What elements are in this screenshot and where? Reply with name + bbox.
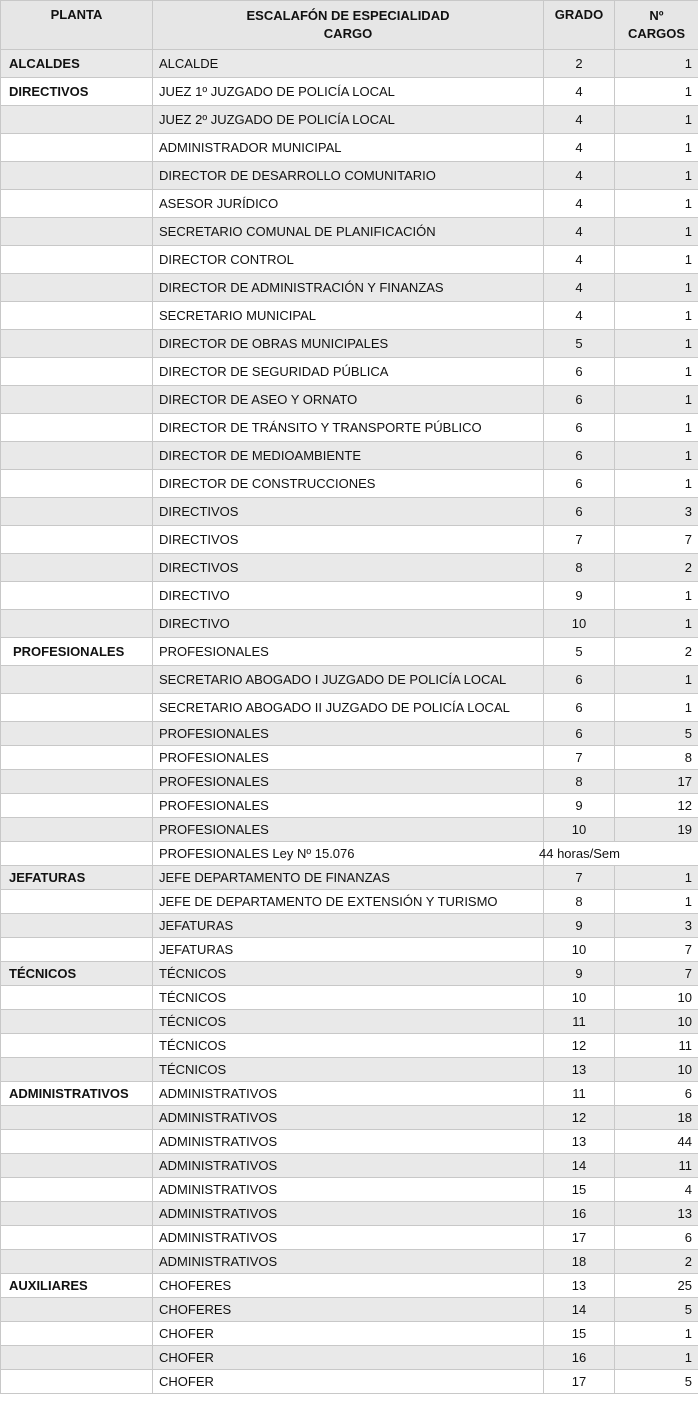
n-cargos-cell: 1 (615, 162, 698, 190)
table-row (1, 498, 698, 526)
cargo-cell: DIRECTOR DE SEGURIDAD PÚBLICA (153, 358, 544, 386)
table-row (1, 218, 698, 246)
grado-cell: 4 (544, 106, 615, 134)
cargo-cell: JEFE DEPARTAMENTO DE FINANZAS (153, 866, 544, 890)
cargo-cell: PROFESIONALES (153, 746, 544, 770)
n-cargos-cell: 2 (615, 1250, 698, 1274)
table-row (1, 162, 698, 190)
cargo-cell: DIRECTOR DE MEDIOAMBIENTE (153, 442, 544, 470)
cargo-cell: DIRECTOR DE OBRAS MUNICIPALES (153, 330, 544, 358)
n-cargos-cell: 1 (615, 666, 698, 694)
grado-cell: 18 (544, 1250, 615, 1274)
planta-cell (1, 330, 153, 358)
table-row (1, 938, 698, 962)
n-cargos-cell: 1 (615, 470, 698, 498)
table-row (1, 1154, 698, 1178)
table-row (1, 330, 698, 358)
table-row (1, 694, 698, 722)
n-cargos-cell: 1 (615, 442, 698, 470)
planta-cell (1, 470, 153, 498)
grado-cell: 4 (544, 302, 615, 330)
grado-cell: 4 (544, 78, 615, 106)
table-row (1, 1298, 698, 1322)
table-row (1, 358, 698, 386)
table-row (1, 78, 698, 106)
n-cargos-cell: 8 (615, 746, 698, 770)
n-cargos-cell: 11 (615, 1154, 698, 1178)
planta-cell (1, 526, 153, 554)
planta-cell (1, 938, 153, 962)
grado-cell: 5 (544, 638, 615, 666)
planta-cell (1, 842, 153, 866)
table-row (1, 1274, 698, 1298)
n-cargos-cell: 12 (615, 794, 698, 818)
cargo-cell: SECRETARIO ABOGADO II JUZGADO DE POLICÍA LOCAL (153, 694, 544, 722)
table-row (1, 770, 698, 794)
planta-cell (1, 386, 153, 414)
cargo-cell: ADMINISTRATIVOS (153, 1202, 544, 1226)
table-row (1, 666, 698, 694)
cargo-cell: DIRECTIVOS (153, 526, 544, 554)
n-cargos-cell: 3 (615, 914, 698, 938)
grado-cell: 6 (544, 498, 615, 526)
n-cargos-cell: 1 (615, 386, 698, 414)
grado-cell: 10 (544, 938, 615, 962)
grado-cell: 9 (544, 794, 615, 818)
cargo-cell: SECRETARIO COMUNAL DE PLANIFICACIÓN (153, 218, 544, 246)
grado-cell: 10 (544, 818, 615, 842)
planta-cell (1, 1178, 153, 1202)
table-row (1, 866, 698, 890)
grado-cell: 13 (544, 1274, 615, 1298)
planta-cell (1, 1034, 153, 1058)
grado-cell: 6 (544, 358, 615, 386)
table-header-row (1, 1, 698, 50)
cargo-cell: TÉCNICOS (153, 986, 544, 1010)
n-cargos-cell: 7 (615, 526, 698, 554)
planta-cell (1, 1250, 153, 1274)
cargo-cell: ADMINISTRATIVOS (153, 1082, 544, 1106)
grado-cell: 4 (544, 218, 615, 246)
cargo-cell: DIRECTIVOS (153, 554, 544, 582)
planta-cell: AUXILIARES (1, 1274, 153, 1298)
grado-cell: 4 (544, 162, 615, 190)
n-cargos-cell: 1 (615, 302, 698, 330)
grado-cell: 10 (544, 986, 615, 1010)
planta-cell: TÉCNICOS (1, 962, 153, 986)
table-row (1, 1106, 698, 1130)
cargo-cell: SECRETARIO ABOGADO I JUZGADO DE POLICÍA LOCAL (153, 666, 544, 694)
planta-cell (1, 134, 153, 162)
cargo-cell: ADMINISTRATIVOS (153, 1226, 544, 1250)
n-cargos-cell: 10 (615, 1058, 698, 1082)
grado-cell: 9 (544, 914, 615, 938)
planta-cell (1, 1130, 153, 1154)
cargo-cell: DIRECTIVOS (153, 498, 544, 526)
cargo-cell: DIRECTOR DE TRÁNSITO Y TRANSPORTE PÚBLICO (153, 414, 544, 442)
grado-cell: 4 (544, 134, 615, 162)
table-row (1, 1082, 698, 1106)
table-body (1, 50, 698, 1394)
cargo-cell: ADMINISTRATIVOS (153, 1154, 544, 1178)
grado-cell: 16 (544, 1346, 615, 1370)
cargo-cell: ADMINISTRADOR MUNICIPAL (153, 134, 544, 162)
planta-cell (1, 106, 153, 134)
grado-cell: 6 (544, 694, 615, 722)
cargo-cell: ADMINISTRATIVOS (153, 1178, 544, 1202)
header-n-line1: Nº (649, 8, 664, 23)
header-planta (1, 1, 153, 50)
n-cargos-cell: 1 (615, 218, 698, 246)
planta-cell (1, 818, 153, 842)
table-row (1, 106, 698, 134)
table-row (1, 414, 698, 442)
cargo-cell: CHOFERES (153, 1298, 544, 1322)
cargo-cell: ADMINISTRATIVOS (153, 1106, 544, 1130)
n-cargos-cell: 7 (615, 938, 698, 962)
grado-cell: 17 (544, 1370, 615, 1394)
planta-cell (1, 1058, 153, 1082)
n-cargos-cell: 5 (615, 722, 698, 746)
planta-cell (1, 554, 153, 582)
grado-cell: 13 (544, 1058, 615, 1082)
n-cargos-cell: 4 (615, 1178, 698, 1202)
n-cargos-cell: 1 (615, 246, 698, 274)
planta-cell: ADMINISTRATIVOS (1, 1082, 153, 1106)
n-cargos-cell: 1 (615, 1346, 698, 1370)
cargo-cell: PROFESIONALES (153, 794, 544, 818)
table-row (1, 1034, 698, 1058)
table-row (1, 1346, 698, 1370)
table-row (1, 962, 698, 986)
table-row (1, 1370, 698, 1394)
planta-cell (1, 666, 153, 694)
cargo-cell: CHOFER (153, 1322, 544, 1346)
planta-cell (1, 694, 153, 722)
cargo-cell: DIRECTOR DE DESARROLLO COMUNITARIO (153, 162, 544, 190)
table-row (1, 610, 698, 638)
planta-cell (1, 358, 153, 386)
table-row (1, 1058, 698, 1082)
n-cargos-cell: 1 (615, 866, 698, 890)
cargo-cell: JEFATURAS (153, 914, 544, 938)
planta-cell (1, 1322, 153, 1346)
planta-cell: PROFESIONALES (1, 638, 153, 666)
planta-cell (1, 794, 153, 818)
planta-cell (1, 1298, 153, 1322)
n-cargos-cell: 1 (615, 190, 698, 218)
planta-cell (1, 218, 153, 246)
planta-cell (1, 274, 153, 302)
planta-cell (1, 770, 153, 794)
grado-cell: 17 (544, 1226, 615, 1250)
grado-cell: 8 (544, 770, 615, 794)
n-cargos-cell: 18 (615, 1106, 698, 1130)
planta-cell (1, 746, 153, 770)
table-row (1, 50, 698, 78)
grado-cell: 6 (544, 442, 615, 470)
n-cargos-cell: 3 (615, 498, 698, 526)
planta-cell: DIRECTIVOS (1, 78, 153, 106)
grado-cell: 4 (544, 274, 615, 302)
planta-cell (1, 442, 153, 470)
grado-cell: 6 (544, 414, 615, 442)
n-cargos-cell: 1 (615, 50, 698, 78)
planta-cell (1, 1106, 153, 1130)
table-row (1, 794, 698, 818)
cargo-cell: DIRECTOR DE ADMINISTRACIÓN Y FINANZAS (153, 274, 544, 302)
grado-cell: 11 (544, 1082, 615, 1106)
table-row (1, 842, 698, 866)
n-cargos-cell: 11 (615, 1034, 698, 1058)
n-cargos-cell: 1 (615, 134, 698, 162)
table-row (1, 1250, 698, 1274)
grado-cell: 8 (544, 554, 615, 582)
planta-cell (1, 890, 153, 914)
n-cargos-cell: 5 (615, 1370, 698, 1394)
planta-cell (1, 1202, 153, 1226)
header-planta-label: PLANTA (50, 7, 103, 22)
n-cargos-cell: 7 (615, 962, 698, 986)
planta-cell (1, 1370, 153, 1394)
grado-cell: 44 horas/Sem (544, 842, 698, 866)
n-cargos-cell: 1 (615, 274, 698, 302)
n-cargos-cell: 1 (615, 694, 698, 722)
table-row (1, 526, 698, 554)
header-n-line2: CARGOS (627, 26, 686, 41)
n-cargos-cell: 1 (615, 106, 698, 134)
grado-cell: 5 (544, 330, 615, 358)
grado-cell: 11 (544, 1010, 615, 1034)
n-cargos-cell: 6 (615, 1226, 698, 1250)
planta-cell (1, 246, 153, 274)
grado-cell: 9 (544, 962, 615, 986)
n-cargos-cell: 1 (615, 358, 698, 386)
cargo-cell: PROFESIONALES (153, 722, 544, 746)
n-cargos-cell: 2 (615, 638, 698, 666)
planta-cell: JEFATURAS (1, 866, 153, 890)
n-cargos-cell: 1 (615, 414, 698, 442)
table-row (1, 722, 698, 746)
cargo-cell: SECRETARIO MUNICIPAL (153, 302, 544, 330)
table-row (1, 386, 698, 414)
table-row (1, 274, 698, 302)
header-n-cargos (615, 1, 698, 50)
n-cargos-cell: 19 (615, 818, 698, 842)
n-cargos-cell: 2 (615, 554, 698, 582)
n-cargos-cell: 1 (615, 1322, 698, 1346)
planta-cell (1, 1010, 153, 1034)
cargo-cell: CHOFERES (153, 1274, 544, 1298)
planta-cell (1, 722, 153, 746)
grado-cell: 16 (544, 1202, 615, 1226)
planta-cell: ALCALDES (1, 50, 153, 78)
grado-cell: 6 (544, 666, 615, 694)
cargo-cell: TÉCNICOS (153, 1010, 544, 1034)
planta-cell (1, 1154, 153, 1178)
planta-cell (1, 1226, 153, 1250)
n-cargos-cell: 44 (615, 1130, 698, 1154)
table-row (1, 914, 698, 938)
table-row (1, 554, 698, 582)
table-row (1, 246, 698, 274)
cargo-cell: TÉCNICOS (153, 1034, 544, 1058)
n-cargos-cell: 6 (615, 1082, 698, 1106)
grado-cell: 14 (544, 1154, 615, 1178)
cargo-cell: PROFESIONALES (153, 638, 544, 666)
grado-cell: 12 (544, 1034, 615, 1058)
cargo-cell: JEFE DE DEPARTAMENTO DE EXTENSIÓN Y TURISMO (153, 890, 544, 914)
table-row (1, 302, 698, 330)
grado-cell: 6 (544, 386, 615, 414)
header-cargo-line2: CARGO (323, 26, 373, 41)
grado-cell: 13 (544, 1130, 615, 1154)
cargo-cell: DIRECTOR CONTROL (153, 246, 544, 274)
grado-cell: 6 (544, 722, 615, 746)
planta-cell (1, 302, 153, 330)
n-cargos-cell: 10 (615, 986, 698, 1010)
cargo-cell: DIRECTOR DE CONSTRUCCIONES (153, 470, 544, 498)
table-row (1, 582, 698, 610)
grado-cell: 7 (544, 746, 615, 770)
table-row (1, 890, 698, 914)
table-row (1, 818, 698, 842)
cargo-cell: DIRECTIVO (153, 610, 544, 638)
n-cargos-cell: 1 (615, 78, 698, 106)
table-row (1, 470, 698, 498)
cargo-cell: DIRECTIVO (153, 582, 544, 610)
grado-cell: 10 (544, 610, 615, 638)
cargo-cell: JUEZ 1º JUZGADO DE POLICÍA LOCAL (153, 78, 544, 106)
table-row (1, 1322, 698, 1346)
grado-cell: 4 (544, 190, 615, 218)
planta-cell (1, 914, 153, 938)
planta-cell (1, 190, 153, 218)
cargo-cell: CHOFER (153, 1346, 544, 1370)
cargo-cell: ALCALDE (153, 50, 544, 78)
table-row (1, 746, 698, 770)
grado-cell: 9 (544, 582, 615, 610)
header-cargo-line1: ESCALAFÓN DE ESPECIALIDAD (246, 8, 450, 23)
n-cargos-cell: 1 (615, 890, 698, 914)
table-row (1, 134, 698, 162)
table-row (1, 442, 698, 470)
cargo-cell: TÉCNICOS (153, 962, 544, 986)
cargo-cell: DIRECTOR DE ASEO Y ORNATO (153, 386, 544, 414)
n-cargos-cell: 10 (615, 1010, 698, 1034)
header-grado (544, 1, 615, 50)
planta-cell (1, 162, 153, 190)
n-cargos-cell: 1 (615, 582, 698, 610)
planta-cell (1, 582, 153, 610)
cargo-cell: PROFESIONALES (153, 770, 544, 794)
cargo-cell: PROFESIONALES Ley Nº 15.076 (153, 842, 544, 866)
n-cargos-cell: 25 (615, 1274, 698, 1298)
n-cargos-cell: 13 (615, 1202, 698, 1226)
cargo-cell: PROFESIONALES (153, 818, 544, 842)
cargo-cell: TÉCNICOS (153, 1058, 544, 1082)
n-cargos-cell: 1 (615, 610, 698, 638)
grado-cell: 15 (544, 1178, 615, 1202)
planta-cell (1, 498, 153, 526)
table-row (1, 1226, 698, 1250)
cargo-cell: ADMINISTRATIVOS (153, 1250, 544, 1274)
table-row (1, 1010, 698, 1034)
grado-cell: 7 (544, 866, 615, 890)
grado-cell: 15 (544, 1322, 615, 1346)
cargo-cell: JEFATURAS (153, 938, 544, 962)
grado-cell: 7 (544, 526, 615, 554)
table-row (1, 1202, 698, 1226)
header-grado-label: GRADO (554, 7, 604, 22)
table-row (1, 638, 698, 666)
cargo-cell: JUEZ 2º JUZGADO DE POLICÍA LOCAL (153, 106, 544, 134)
grado-cell: 8 (544, 890, 615, 914)
planta-cell (1, 414, 153, 442)
grado-cell: 12 (544, 1106, 615, 1130)
planta-cell (1, 610, 153, 638)
grado-cell: 2 (544, 50, 615, 78)
grado-cell: 14 (544, 1298, 615, 1322)
n-cargos-cell: 1 (615, 330, 698, 358)
table-row (1, 1130, 698, 1154)
grado-cell: 6 (544, 470, 615, 498)
grado-cell: 4 (544, 246, 615, 274)
planta-cell (1, 1346, 153, 1370)
table-row (1, 1178, 698, 1202)
planta-cell (1, 986, 153, 1010)
n-cargos-cell: 5 (615, 1298, 698, 1322)
n-cargos-cell: 17 (615, 770, 698, 794)
table-row (1, 986, 698, 1010)
header-cargo (153, 1, 544, 50)
table-row (1, 190, 698, 218)
cargo-cell: CHOFER (153, 1370, 544, 1394)
cargo-cell: ADMINISTRATIVOS (153, 1130, 544, 1154)
cargo-cell: ASESOR JURÍDICO (153, 190, 544, 218)
